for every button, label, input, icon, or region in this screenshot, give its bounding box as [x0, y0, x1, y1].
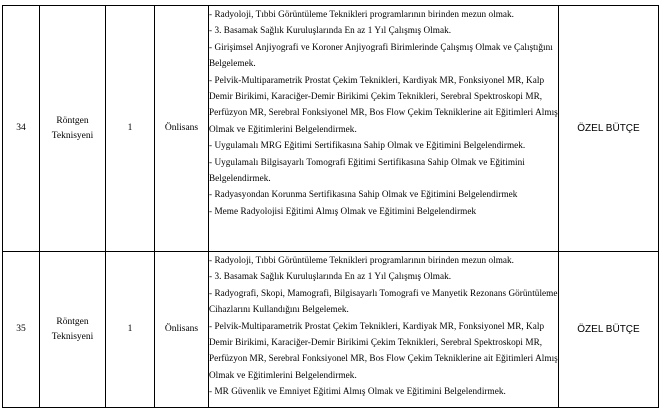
requirements-cell: [209, 6, 559, 252]
budget-type: ÖZEL BÜTÇE: [559, 6, 659, 252]
requirement-item: - Radyoloji, Tıbbi Görüntüleme Teknikleri programlarının birinden mezun olmak.: [209, 255, 515, 265]
requirement-item: - Uygulamalı Bilgisayarlı Tomografi Eğitimi Sertifikasına Sahip Olmak ve Eğitimini Belgelendirmek.: [209, 156, 525, 184]
position-count: 1: [106, 6, 155, 252]
requirement-item: - 3. Basamak Sağlık Kuruluşlarında En az 1 Yıl Çalışmış Olmak.: [209, 25, 452, 36]
position-title: Röntgen Teknisyeni: [40, 252, 106, 408]
requirement-item: - MR Güvenlik ve Emniyet Eğitimi Almış Olmak ve Eğitimini Belgelendirmek.: [209, 386, 506, 397]
requirements-cell: [209, 252, 559, 408]
budget-type: ÖZEL BÜTÇE: [559, 252, 659, 408]
position-count: 1: [106, 252, 155, 408]
education-level: Önlisans: [155, 252, 209, 408]
requirement-item: - Uygulamalı MRG Eğitimi Sertifikasına Sahip Olmak ve Eğitimini Belgelendirmek.: [209, 140, 526, 151]
requirement-item: - Radyografi, Skopi, Mamografi, Bilgisayarlı Tomografi ve Manyetik Rezonans Görüntüleme Cihazlarını Kullandığını Belgelemek.: [209, 287, 558, 315]
row-number: 35: [3, 252, 40, 408]
table-row: [3, 252, 659, 408]
requirement-item: - Radyasyondan Korunma Sertifikasına Sahip Olmak ve Eğitimini Belgelendirmek: [209, 189, 518, 200]
position-table: [2, 5, 659, 408]
table-row: [3, 6, 659, 252]
requirement-item: - Meme Radyolojisi Eğitimi Almış Olmak ve Eğitimini Belgelendirmek: [209, 205, 477, 216]
position-title: Röntgen Teknisyeni: [40, 6, 106, 252]
requirement-item: - Pelvik-Multiparametrik Prostat Çekim Teknikleri, Kardiyak MR, Fonksiyonel MR, Kalp Demir Birikimi, Karaciğer-Demir Birikimi Çekim Teknikleri, Serebral Spektroskopi MR, Perfüzyon MR, Serebral Fonksiyonel MR, Bos Flow Çekim Tekniklerine ait Eğitimleri Almış Olmak ve Eğitimlerini Belgelendirmek.: [209, 320, 558, 380]
education-level: Önlisans: [155, 6, 209, 252]
requirement-item: - Radyoloji, Tıbbi Görüntüleme Teknikleri programlarının birinden mezun olmak.: [209, 9, 515, 19]
requirement-item: - Girişimsel Anjiyografi ve Koroner Anjiyografi Birimlerinde Çalışmış Olmak ve Çalıştığını Belgelemek.: [209, 41, 553, 69]
row-number: 34: [3, 6, 40, 252]
requirement-item: - Pelvik-Multiparametrik Prostat Çekim Teknikleri, Kardiyak MR, Fonksiyonel MR, Kalp Demir Birikimi, Karaciğer-Demir Birikimi Çekim Teknikleri, Serebral Spektroskopi MR, Perfüzyon MR, Serebral Fonksiyonel MR, Bos Flow Çekim Tekniklerine ait Eğitimleri Almış Olmak ve Eğitimlerini Belgelendirmek.: [209, 74, 558, 134]
requirement-item: - 3. Basamak Sağlık Kuruluşlarında En az 1 Yıl Çalışmış Olmak.: [209, 271, 452, 282]
